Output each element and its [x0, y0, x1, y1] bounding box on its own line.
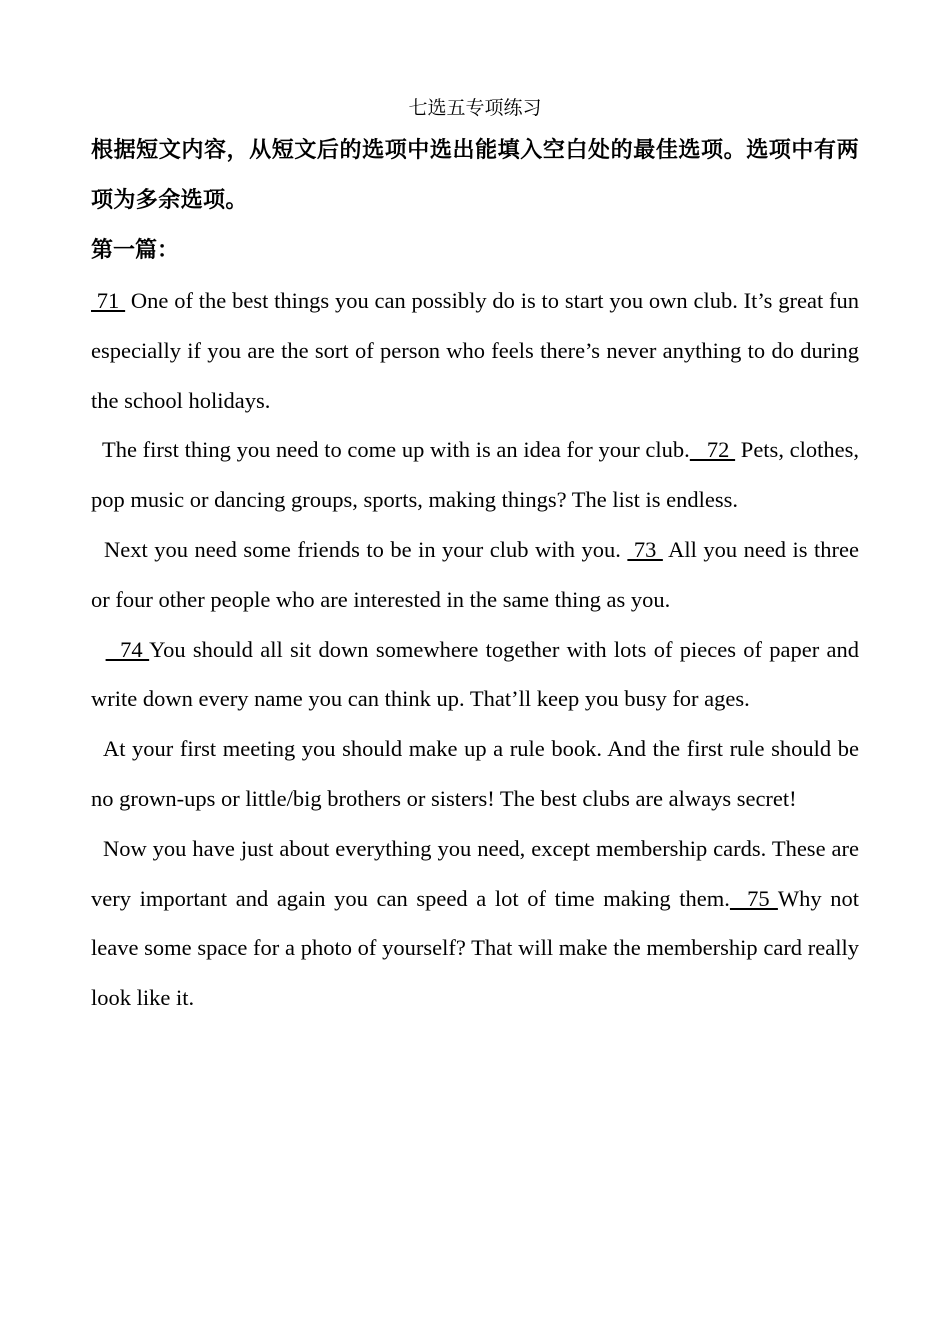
document-title: 七选五专项练习: [408, 98, 542, 119]
paragraph-5-indent: [91, 736, 103, 761]
paragraph-4-after: You should all sit down somewhere together with lots of pieces of paper and write down every name you can think up. That’ll keep you busy for ages.: [91, 636, 860, 712]
paragraph-2-indent: [91, 437, 102, 462]
paragraph-6-blank: 75: [729, 885, 778, 911]
paragraph-5: [91, 724, 859, 824]
document-page: [91, 92, 859, 1023]
paragraph-1: [91, 276, 859, 425]
paragraph-3: [91, 525, 859, 625]
paragraph-2-blank: 72: [689, 437, 736, 463]
paragraph-3-blank: 73: [627, 536, 663, 562]
instruction-text: 根据短文内容，从短文后的选项中选出能填入空白处的最佳选项。选项中有两项为多余选项。: [91, 138, 859, 213]
paragraph-2: [91, 425, 859, 525]
paragraph-3-after: All you need is three or four other people who are interested in the same thing as you.: [91, 536, 860, 612]
paragraph-6-before: Now you have just about everything you need, except membership cards. These are very important and again you can speed a lot of time making them.: [91, 835, 859, 911]
paragraph-4-indent: [91, 637, 106, 662]
paragraph-6: [91, 824, 859, 1023]
paragraph-3-indent: [91, 537, 104, 562]
paragraph-4-blank: 74: [105, 636, 150, 662]
paragraph-2-before: The first thing you need to come up with is an idea for your club.: [102, 437, 690, 463]
paragraph-5-before: At your first meeting you should make up a rule book. And the first rule should be no grown-ups or little/big brothers or sisters! The best clubs are always secret!: [91, 736, 859, 811]
paragraph-3-before: Next you need some friends to be in your club with you.: [103, 536, 628, 562]
paragraph-4: [91, 625, 859, 725]
paragraph-1-after: One of the best things you can possibly do is to start you own club. It’s great fun especially if you are the sort of person who feels there’s never anything to do during the school holidays.: [91, 288, 859, 413]
paragraph-6-after: Why not leave some space for a photo of yourself? That will make the membership card really look like it.: [91, 885, 860, 1011]
paragraph-1-blank: 71: [91, 288, 126, 313]
paragraph-2-after: Pets, clothes, pop music or dancing groups, sports, making things? The list is endless.: [91, 437, 859, 513]
section-label: 第一篇：: [91, 238, 180, 263]
paragraph-6-indent: [91, 836, 103, 861]
